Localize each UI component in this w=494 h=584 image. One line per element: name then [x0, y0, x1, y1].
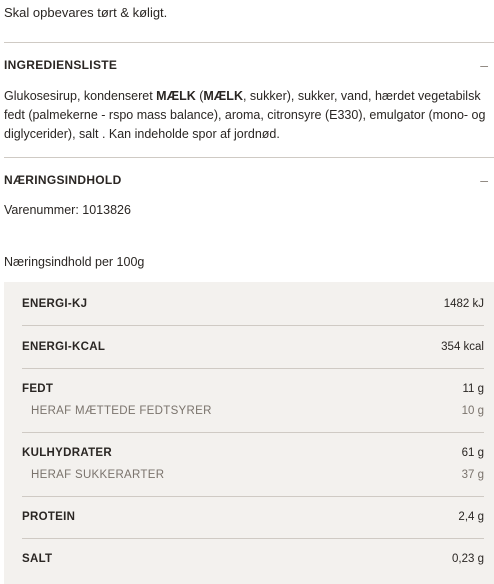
ingredients-section-title: INGREDIENSLISTE — [4, 58, 118, 72]
allergen-text: MÆLK — [156, 89, 196, 103]
nutrition-per-100g-label: Næringsindhold per 100g — [4, 255, 145, 269]
ingredient-text: ( — [195, 89, 204, 103]
nutrition-value: 0,23 g — [452, 553, 484, 565]
row-divider — [22, 432, 484, 433]
collapse-icon[interactable]: – — [480, 57, 488, 73]
nutrition-row-salt — [22, 550, 484, 568]
divider — [4, 157, 494, 158]
nutrition-row-protein — [22, 508, 484, 526]
collapse-icon[interactable]: – — [480, 172, 488, 188]
nutrition-row-fat — [22, 380, 484, 420]
nutrition-label: FEDT — [22, 383, 54, 395]
nutrition-value: 1482 kJ — [443, 298, 484, 310]
ingredient-text: Glukosesirup, kondenseret — [4, 89, 157, 103]
nutrition-label: ENERGI-KJ — [22, 298, 88, 310]
nutrition-value: 11 g — [462, 383, 484, 395]
row-divider — [22, 496, 484, 497]
storage-instructions: Skal opbevares tørt & køligt. — [4, 5, 168, 20]
nutrition-section-header[interactable] — [4, 170, 490, 190]
nutrition-label: ENERGI-KCAL — [22, 341, 106, 353]
nutrition-value: 354 kcal — [441, 341, 484, 353]
divider — [4, 42, 494, 43]
nutrition-sub-value: 10 g — [461, 405, 484, 417]
nutrition-label: SALT — [22, 553, 53, 565]
nutrition-sub-label: HERAF SUKKERARTER — [31, 469, 165, 481]
row-divider — [22, 325, 484, 326]
ingredient-text: , sukker), sukker, vand, hærdet vegetabilsk fedt (palmekerne - rspo mass balance), aroma, citronsyre (E330), emulgator (mono- og diglycerider), salt . Kan indeholde spor af jordnød. — [4, 89, 486, 141]
nutrition-sub-value: 37 g — [461, 469, 484, 481]
allergen-text: MÆLK — [203, 89, 243, 103]
item-number: Varenummer: 1013826 — [4, 203, 131, 217]
nutrition-section-title: NÆRINGSINDHOLD — [4, 173, 122, 187]
row-divider — [22, 538, 484, 539]
nutrition-label: KULHYDRATER — [22, 447, 112, 459]
nutrition-row-energy-kcal — [22, 338, 484, 356]
nutrition-table — [4, 282, 494, 584]
nutrition-value: 2,4 g — [458, 511, 484, 523]
ingredients-section-header[interactable] — [4, 55, 490, 75]
nutrition-value: 61 g — [461, 447, 484, 459]
nutrition-label: PROTEIN — [22, 511, 76, 523]
ingredients-list — [4, 87, 490, 144]
row-divider — [22, 368, 484, 369]
nutrition-row-carbohydrates — [22, 444, 484, 484]
nutrition-row-energy-kj — [22, 295, 484, 313]
nutrition-sub-label: HERAF MÆTTEDE FEDTSYRER — [31, 405, 212, 417]
